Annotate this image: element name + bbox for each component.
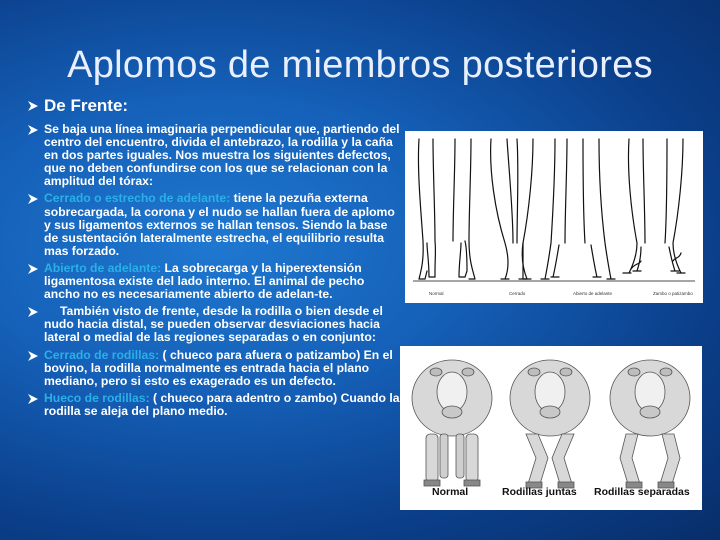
heading-item [30, 96, 400, 116]
bullet-highlight: Cerrado o estrecho de adelante: [44, 191, 231, 206]
cows-caption: Rodillas juntas [502, 486, 577, 498]
legs-caption: Abierto de adelante [573, 291, 613, 296]
bullet-text: La sobrecarga y la hiperextensión ligamentosa existe del lado interno. El animal de pecho ancho no es necesariamente abierto de adelan-te. [44, 260, 365, 302]
bullet-text: También visto de frente, desde la rodilla o bien desde el nudo hacia distal, se pueden observar desviaciones hacia lateral o medial de las regiones separadas o en conjunto: [44, 304, 383, 345]
legs-diagram [405, 131, 703, 303]
legs-caption: Cerrado [509, 291, 526, 296]
bullet-item [30, 123, 400, 188]
arrow-bullet-icon [28, 351, 38, 361]
open-legs-drawing [541, 139, 615, 279]
bullet-item [30, 392, 400, 418]
bullet-highlight: Hueco de rodillas: [44, 390, 150, 405]
bullet-highlight: Cerrado de rodillas: [44, 347, 160, 362]
bullet-list [30, 96, 400, 418]
bullet-text: ( chueco para adentro o zambo) Cuando la rodilla se aleja del plano medio. [44, 390, 400, 418]
bullet-text: Se baja una línea imaginaria perpendicular que, partiendo del centro del encuentro, divida el antebrazo, la rodilla y la caña en dos partes iguales. Nos muestra los siguientes defectos, que no deben confundirse con los que se relacionan con la amplitud del tórax: [44, 122, 400, 189]
arrow-bullet-icon [28, 394, 38, 404]
section-heading: De Frente: [44, 96, 129, 115]
bullet-item [30, 305, 400, 344]
arrow-bullet-icon [28, 307, 38, 317]
bullet-highlight: Abierto de adelante: [44, 260, 162, 275]
bullet-item [30, 262, 400, 301]
cows-figure [400, 346, 702, 510]
arrow-bullet-icon [28, 101, 38, 111]
arrow-bullet-icon [28, 194, 38, 204]
cows-caption: Normal [432, 486, 469, 498]
cows-caption: Rodillas separadas [594, 486, 690, 498]
arrow-bullet-icon [28, 264, 38, 274]
zambo-legs-drawing [623, 139, 685, 273]
arrow-bullet-icon [28, 125, 38, 135]
slide-title: Aplomos de miembros posteriores [67, 44, 653, 86]
legs-caption: Zambo o patizambo [653, 291, 693, 296]
legs-drawing [405, 131, 703, 303]
bullet-item [30, 349, 400, 388]
legs-caption: Normal [429, 291, 444, 296]
bullet-item [30, 192, 400, 257]
normal-legs-drawing [418, 139, 475, 279]
bullet-text: tiene la pezuña externa sobrecargada, la corona y el nudo se hallan fuera de aplomo y sus ligamentos externos se hallan tensos. Siendo la base de sustentación lateralmente estrecha, el equilibrio resulta mas forzado. [44, 191, 395, 258]
closed-legs-drawing [491, 139, 533, 279]
bullet-text: ( chueco para afuera o patizambo) En el bovino, la rodilla normalmente es entrada hacia el plano mediano, pero si esto es exagerado es un defecto. [44, 347, 393, 388]
